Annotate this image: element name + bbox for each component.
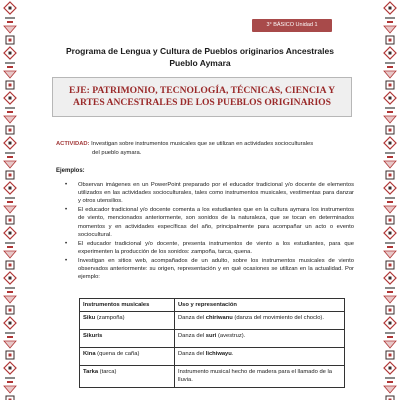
border-triangle: [4, 161, 16, 168]
border-square-center: [389, 219, 392, 222]
list-item-text: El educador tradicional y/o docente, presenta instrumentos de viento a los estudiantes, para que experimenten la producción de los sonidos: zampoña, tarca, quena.: [78, 240, 354, 255]
border-square-center: [389, 129, 392, 132]
border-bar: [5, 287, 15, 289]
border-square-center: [9, 264, 12, 267]
border-bar: [7, 201, 13, 203]
border-triangle: [384, 386, 396, 393]
border-bar: [5, 62, 15, 64]
people-title: Pueblo Aymara: [169, 58, 231, 68]
border-bar: [5, 332, 15, 334]
border-diamond-center: [389, 367, 392, 370]
border-bar: [5, 152, 15, 154]
border-diamond-center: [9, 322, 12, 325]
border-diamond-center: [389, 277, 392, 280]
instrument-name: Kina: [83, 351, 96, 357]
instrument-alt-name: (quena de caña): [95, 351, 140, 357]
list-item-text: El educador tradicional y/o docente comenta a los estudiantes que en la cultura aymara los instrumentos de viento, mencionados anteriormente, son sonidos de la naturaleza, que se tocan en determinados momentos y en actividades específicas del año, principalmente para acompañar un acto o evento sociocultural.: [78, 207, 354, 238]
border-bar: [387, 21, 393, 23]
use-cell: [175, 366, 345, 388]
border-square-center: [9, 84, 12, 87]
right-decorative-border: [380, 0, 400, 400]
bullet-icon: •: [65, 240, 68, 247]
use-keyword: lichiwayu: [205, 351, 232, 357]
bullet-icon: •: [65, 257, 68, 264]
border-square-center: [389, 354, 392, 357]
activity-block: [56, 140, 356, 158]
border-diamond-center: [9, 367, 12, 370]
border-diamond-center: [9, 52, 12, 55]
border-diamond-center: [389, 232, 392, 235]
border-square-center: [389, 264, 392, 267]
use-text-end: .: [231, 351, 234, 357]
border-square-center: [389, 39, 392, 42]
border-diamond-center: [389, 187, 392, 190]
border-diamond-center: [9, 187, 12, 190]
border-triangle: [4, 251, 16, 258]
border-square-center: [9, 354, 12, 357]
border-bar: [5, 107, 15, 109]
border-bar: [7, 336, 13, 338]
border-diamond-center: [9, 232, 12, 235]
activity-text: Investigan sobre instrumentos musicales que se utilizan en actividades socioculturales: [91, 141, 314, 147]
table-row: [80, 312, 345, 330]
border-bar: [385, 377, 395, 379]
use-text-end: (avestruz).: [216, 333, 246, 339]
border-diamond-center: [9, 97, 12, 100]
border-bar: [385, 287, 395, 289]
border-square-center: [9, 39, 12, 42]
border-triangle: [384, 116, 396, 123]
border-triangle: [4, 341, 16, 348]
border-bar: [5, 197, 15, 199]
instrument-cell: [80, 330, 175, 348]
axis-title: EJE: PATRIMONIO, TECNOLOGÍA, TÉCNICAS, CIENCIA Y ARTES ANCESTRALES DE LOS PUEBLOS ORIGINARIOS: [69, 85, 335, 108]
border-triangle: [384, 206, 396, 213]
use-text: Danza del: [178, 315, 206, 321]
list-item-text: Investigan en sitios web, acompañados de un adulto, sobre los instrumentos musicales de viento observados anteriormente: su origen, representación y en qué ocasiones se utilizan en la actualidad. Por ejemplo:: [78, 257, 354, 281]
instrument-name: Tarka: [83, 369, 99, 375]
border-bar: [7, 156, 13, 158]
use-keyword: chiriwanu: [205, 315, 233, 321]
bullet-icon: •: [65, 182, 68, 188]
instrument-name: Sikuris: [83, 333, 103, 339]
table-header-row: [80, 299, 345, 312]
border-bar: [387, 201, 393, 203]
border-bar: [387, 156, 393, 158]
border-diamond-center: [389, 322, 392, 325]
border-diamond-center: [9, 142, 12, 145]
border-diamond-center: [9, 7, 12, 10]
use-cell: [175, 348, 345, 366]
border-bar: [7, 111, 13, 113]
border-triangle: [384, 26, 396, 33]
border-bar: [385, 197, 395, 199]
border-bar: [385, 17, 395, 19]
border-triangle: [4, 71, 16, 78]
border-diamond-center: [9, 277, 12, 280]
instrument-cell: [80, 366, 175, 388]
instruments-table: [79, 298, 345, 388]
border-bar: [387, 66, 393, 68]
use-text: Danza del: [178, 333, 206, 339]
border-triangle: [384, 71, 396, 78]
use-text: Danza del: [178, 351, 206, 357]
list-item: [56, 257, 354, 282]
border-triangle: [384, 161, 396, 168]
instrument-alt-name: (tarca): [98, 369, 117, 375]
border-triangle: [384, 296, 396, 303]
border-bar: [387, 111, 393, 113]
border-square-center: [389, 174, 392, 177]
border-diamond-center: [389, 97, 392, 100]
border-triangle: [4, 26, 16, 33]
table-row: [80, 330, 345, 348]
left-decorative-border: [0, 0, 20, 400]
examples-list: [56, 181, 354, 282]
activity-label: ACTIVIDAD:: [56, 141, 90, 147]
use-text: Instrumento musical hecho de madera para el llamado de la lluvia.: [178, 369, 333, 383]
border-bar: [385, 332, 395, 334]
border-square-center: [9, 174, 12, 177]
border-square-center: [9, 219, 12, 222]
border-triangle: [384, 251, 396, 258]
border-bar: [385, 107, 395, 109]
border-bar: [7, 21, 13, 23]
border-diamond-center: [389, 7, 392, 10]
list-item-text: Observan imágenes en un PowerPoint preparado por el educador tradicional y/o docente de elementos utilizados en las actividades socioculturales, tales como instrumentos musicales, vestimentas para danzar y otros utensilios.: [78, 182, 354, 205]
border-square-center: [9, 309, 12, 312]
table-row: [80, 348, 345, 366]
border-diamond-center: [389, 52, 392, 55]
border-square-center: [389, 309, 392, 312]
border-bar: [7, 381, 13, 383]
table-header-instrument: Instrumentos musicales: [80, 299, 175, 312]
instrument-cell: [80, 348, 175, 366]
border-square-center: [389, 84, 392, 87]
table-header-use: Uso y representación: [175, 299, 345, 312]
instrument-cell: [80, 312, 175, 330]
border-triangle: [4, 386, 16, 393]
instrument-alt-name: (zampoña): [95, 315, 125, 321]
program-title: Programa de Lengua y Cultura de Pueblos originarios Ancestrales: [66, 46, 334, 56]
document-header: [30, 45, 370, 69]
border-bar: [7, 66, 13, 68]
border-bar: [387, 291, 393, 293]
border-bar: [387, 246, 393, 248]
border-diamond-center: [389, 142, 392, 145]
use-keyword: suri: [205, 333, 217, 339]
list-item: [56, 181, 354, 206]
list-item: [56, 206, 354, 239]
use-text-end: (danza del movimiento del choclo).: [232, 315, 324, 321]
border-triangle: [4, 296, 16, 303]
border-bar: [385, 152, 395, 154]
border-bar: [7, 291, 13, 293]
bullet-icon: •: [65, 207, 68, 214]
examples-heading: Ejemplos:: [56, 168, 85, 174]
border-bar: [385, 62, 395, 64]
border-bar: [387, 336, 393, 338]
grade-unit-badge: 3° BÁSICO Unidad 1: [252, 19, 332, 32]
border-bar: [385, 242, 395, 244]
axis-title-box: [52, 77, 352, 117]
border-bar: [5, 17, 15, 19]
border-triangle: [384, 341, 396, 348]
list-item: [56, 240, 354, 256]
border-square-center: [9, 129, 12, 132]
use-cell: [175, 312, 345, 330]
border-triangle: [4, 206, 16, 213]
border-bar: [7, 246, 13, 248]
use-cell: [175, 330, 345, 348]
border-triangle: [4, 116, 16, 123]
table-row: [80, 366, 345, 388]
border-bar: [5, 377, 15, 379]
border-bar: [5, 242, 15, 244]
instrument-name: Siku: [83, 315, 96, 321]
border-bar: [387, 381, 393, 383]
activity-text-continued: del pueblo aymara.: [92, 150, 142, 156]
